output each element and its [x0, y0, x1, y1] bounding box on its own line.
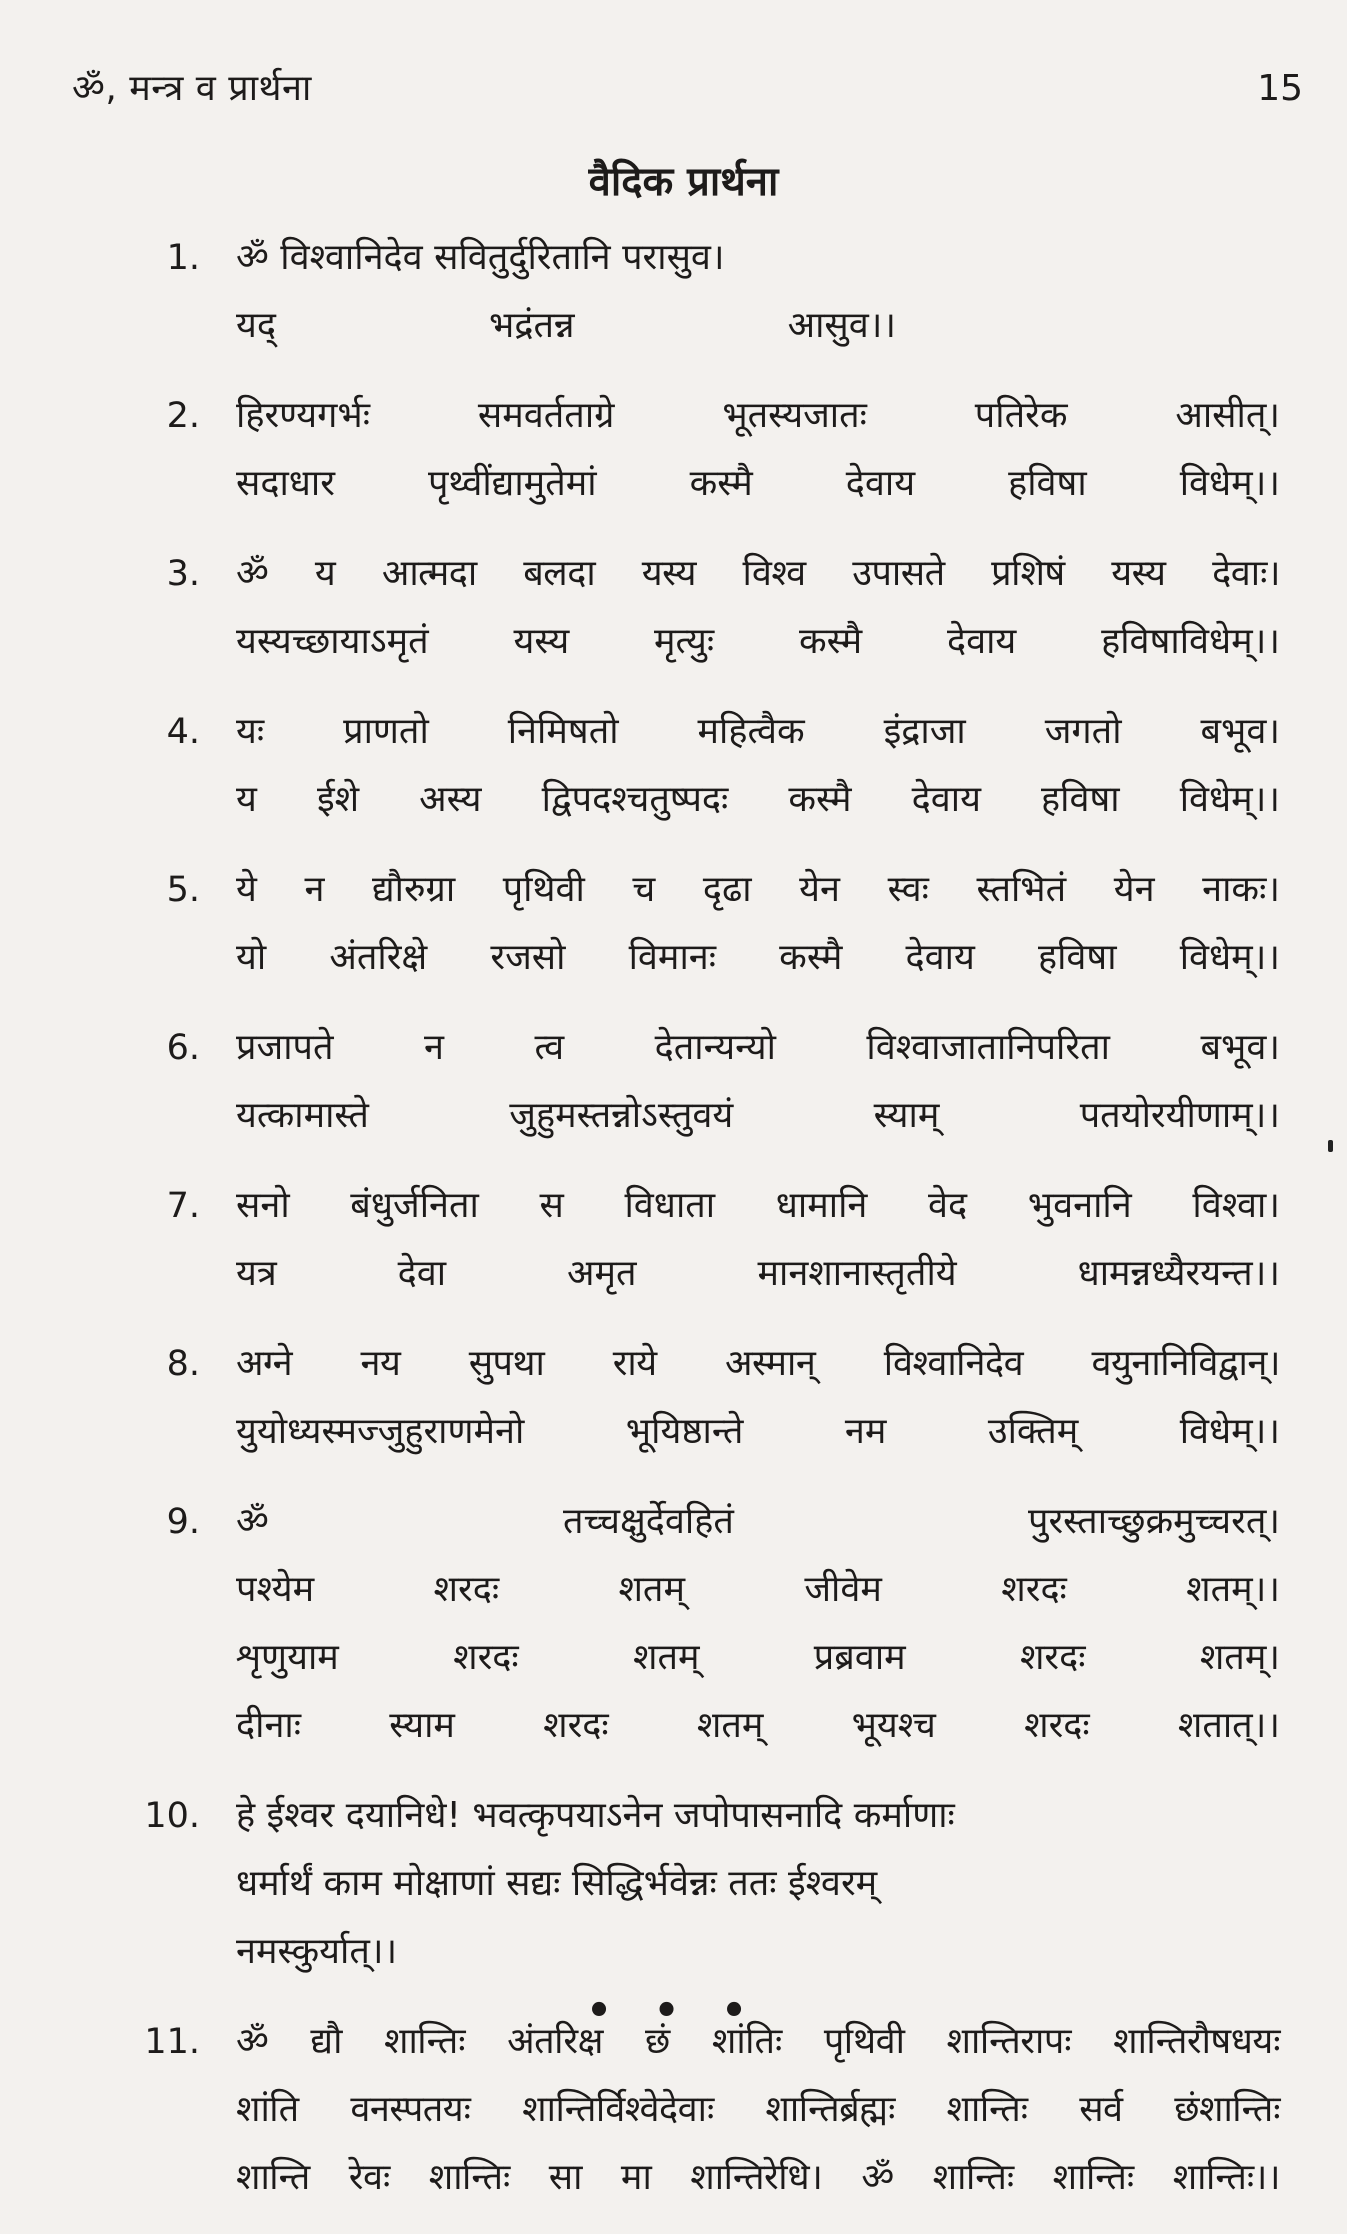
verse-number: 9.	[166, 1502, 200, 1542]
verse-line: अग्ने नय सुपथा राये अस्मान् विश्वानिदेव वयुनानिविद्वान्।	[236, 1343, 1280, 1384]
print-speck	[1328, 1140, 1333, 1152]
verse-number: 5.	[166, 870, 200, 910]
verse-line: सनो बंधुर्जनिता स विधाता धामानि वेद भुवनानि विश्वा।	[236, 1185, 1280, 1226]
verse-10	[100, 1782, 1280, 1986]
verse-line: यत्कामास्ते जुहुमस्तन्नोऽस्तुवयं स्याम् पतयोरयीणाम्।।	[236, 1095, 1280, 1136]
verse-number: 3.	[166, 554, 200, 594]
verse-number: 7.	[166, 1186, 200, 1226]
verse-7	[100, 1172, 1280, 1308]
verse-2	[100, 382, 1280, 518]
verse-line: यत्र देवा अमृत मानशानास्तृतीये धामन्नध्यैरयन्त।।	[236, 1253, 1280, 1294]
verse-number: 8.	[166, 1344, 200, 1384]
verse-4	[100, 698, 1280, 834]
verse-line: दीनाः स्याम शरदः शतम् भूयश्च शरदः शतात्।।	[236, 1705, 1280, 1746]
verse-1	[100, 224, 1280, 360]
verse-line: यो अंतरिक्षे रजसो विमानः कस्मै देवाय हविषा विधेम्।।	[236, 937, 1280, 978]
verse-line: यस्यच्छायाऽमृतं यस्य मृत्युः कस्मै देवाय हविषाविधेम्।।	[236, 621, 1280, 662]
verse-3	[100, 540, 1280, 676]
verse-8	[100, 1330, 1280, 1466]
verse-11	[100, 2008, 1280, 2212]
verse-number: 1.	[166, 238, 200, 278]
running-head: ॐ, मन्त्र व प्रार्थना	[72, 68, 312, 109]
end-ornament: • • •	[586, 1988, 761, 2034]
verse-line: ॐ य आत्मदा बलदा यस्य विश्व उपासते प्रशिषं यस्य देवाः।	[236, 553, 1280, 594]
verse-line: युयोध्यस्मज्जुहुराणमेनो भूयिष्ठान्ते नम उक्तिम् विधेम्।।	[236, 1411, 1280, 1452]
verse-line: यः प्राणतो निमिषतो महित्वैक इंद्राजा जगतो बभूव।	[236, 711, 1280, 752]
verse-line: ॐ द्यौ शान्तिः अंतरिक्ष छं शांतिः पृथिवी शान्तिरापः शान्तिरौषधयः	[236, 2021, 1280, 2062]
verse-number: 2.	[166, 396, 200, 436]
verse-5	[100, 856, 1280, 992]
verse-line: सदाधार पृथ्वींद्यामुतेमां कस्मै देवाय हविषा विधेम्।।	[236, 463, 1280, 504]
verse-line: ॐ तच्चक्षुर्देवहितं पुरस्ताच्छुक्रमुच्चरत्।	[236, 1501, 1280, 1542]
verse-line: हिरण्यगर्भः समवर्तताग्रे भूतस्यजातः पतिरेक आसीत्।	[236, 395, 1280, 436]
verse-line: नमस्कुर्यात्।।	[236, 1931, 398, 1972]
verse-line: य ईशे अस्य द्विपदश्चतुष्पदः कस्मै देवाय हविषा विधेम्।।	[236, 779, 1280, 820]
verse-number: 11.	[144, 2022, 200, 2062]
verse-line: यद् भद्रंतन्न आसुव।।	[236, 305, 896, 346]
verse-6	[100, 1014, 1280, 1150]
verse-line: शृणुयाम शरदः शतम् प्रब्रवाम शरदः शतम्।	[236, 1637, 1280, 1678]
verse-number: 6.	[166, 1028, 200, 1068]
verse-line: प्रजापते न त्व देतान्यन्यो विश्वाजातानिपरिता बभूव।	[236, 1027, 1280, 1068]
verse-line: हे ईश्वर दयानिधे! भवत्कृपयाऽनेन जपोपासनादि कर्माणाः	[236, 1795, 955, 1836]
verse-line: ॐ विश्वानिदेव सवितुर्दुरितानि परासुव।	[236, 237, 725, 278]
verse-list	[100, 224, 1280, 2234]
verse-line: शान्ति रेवः शान्तिः सा मा शान्तिरेधि। ॐ शान्तिः शान्तिः शान्तिः।।	[236, 2157, 1280, 2198]
verse-number: 4.	[166, 712, 200, 752]
verse-line: शांति वनस्पतयः शान्तिर्विश्वेदेवाः शान्तिर्ब्रह्मः शान्तिः सर्व छंशान्तिः	[236, 2089, 1280, 2130]
verse-9	[100, 1488, 1280, 1760]
verse-line: धर्मार्थं काम मोक्षाणां सद्यः सिद्धिर्भवेन्नः ततः ईश्वरम्	[236, 1863, 878, 1904]
page-number: 15	[1257, 68, 1303, 109]
verse-line: पश्येम शरदः शतम् जीवेम शरदः शतम्।।	[236, 1569, 1280, 1610]
section-title: वैदिक प्रार्थना	[588, 159, 779, 205]
verse-line: ये न द्यौरुग्रा पृथिवी च दृढा येन स्वः स्तभितं येन नाकः।	[236, 869, 1280, 910]
verse-number: 10.	[144, 1796, 200, 1836]
